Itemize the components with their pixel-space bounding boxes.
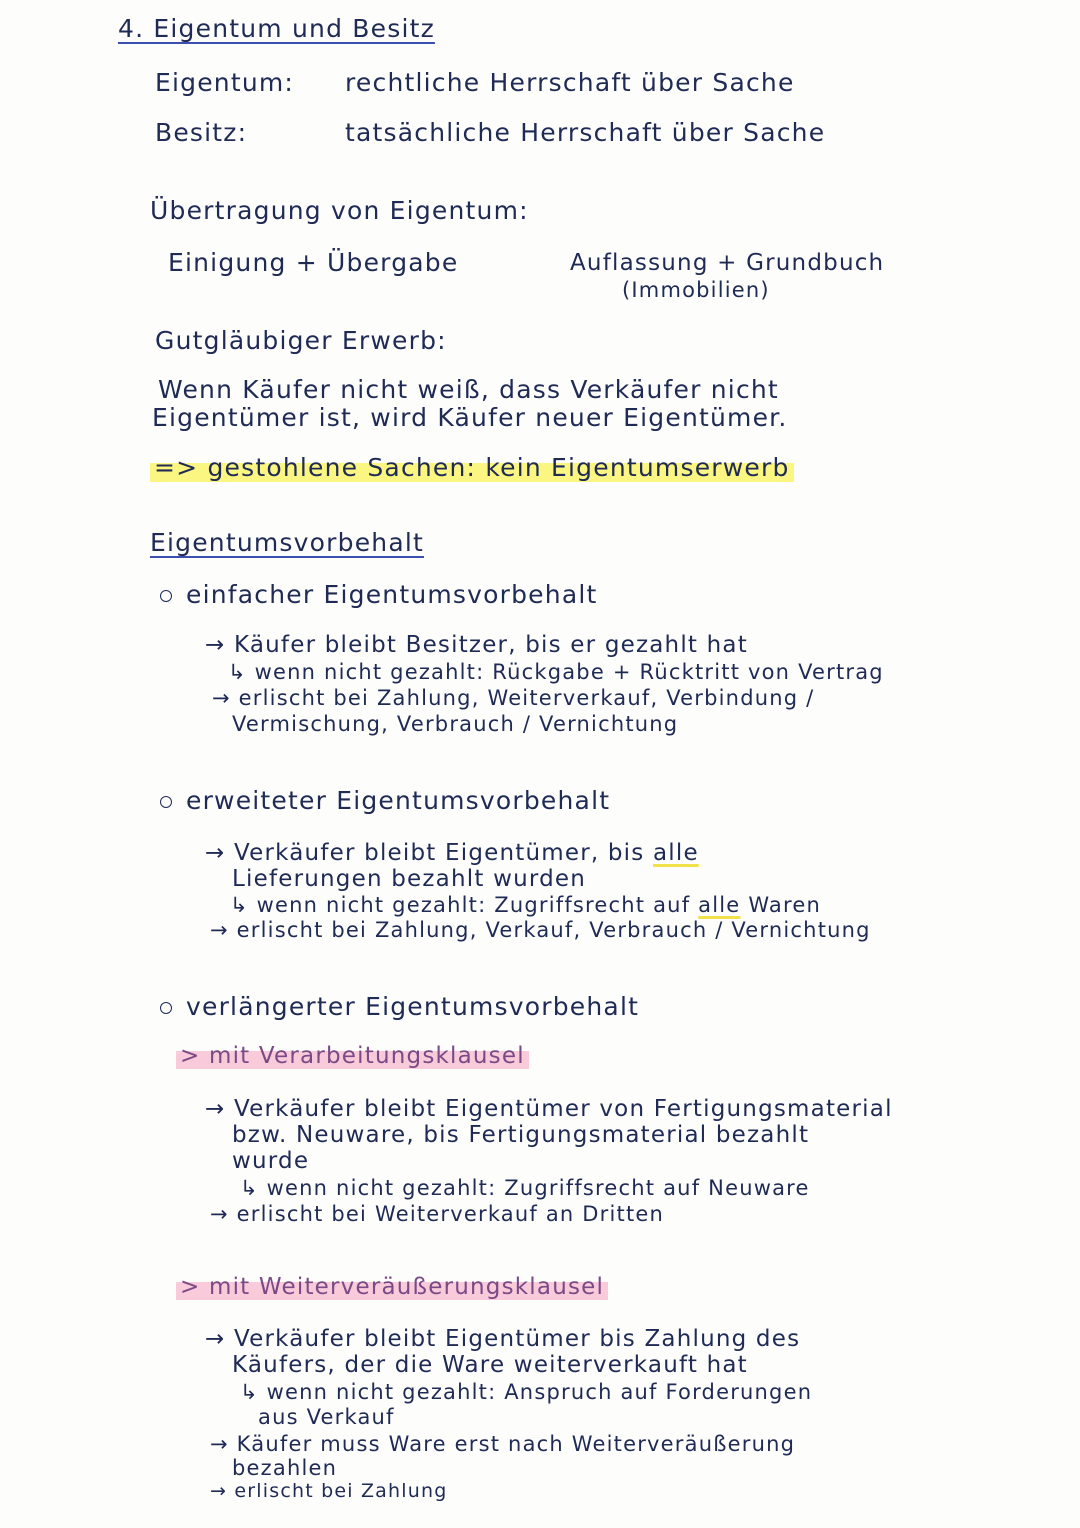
bullet-icon	[160, 1002, 172, 1014]
gutglaeubig-heading: Gutgläubiger Erwerb:	[155, 326, 447, 355]
einfach-heading: einfacher Eigentumsvorbehalt	[160, 580, 597, 609]
verlaengert-heading: verlängerter Eigentumsvorbehalt	[160, 992, 639, 1021]
weiterveraeusserung-line-2: Käufers, der die Ware weiterverkauft hat	[232, 1352, 748, 1378]
weiterveraeusserung-heading: > mit Weiterveräußerungsklausel	[176, 1274, 608, 1300]
verarbeitung-line-1: → Verkäufer bleibt Eigentümer von Fertigungsmaterial	[205, 1096, 893, 1122]
weiterveraeusserung-line-1: → Verkäufer bleibt Eigentümer bis Zahlung des	[205, 1326, 801, 1352]
erweitert-line-1: → Verkäufer bleibt Eigentümer, bis alle	[205, 840, 699, 866]
weiterveraeusserung-line-4: aus Verkauf	[258, 1405, 395, 1429]
gutglaeubig-line-1: Wenn Käufer nicht weiß, dass Verkäufer nicht	[158, 375, 779, 404]
erweitert-heading: erweiteter Eigentumsvorbehalt	[160, 786, 610, 815]
verarbeitung-line-5: → erlischt bei Weiterverkauf an Dritten	[210, 1202, 665, 1226]
uebertragung-auflassung: Auflassung + Grundbuch	[570, 250, 885, 276]
page-title: 4. Eigentum und Besitz	[118, 14, 435, 43]
einfach-line-3: → erlischt bei Zahlung, Weiterverkauf, Verbindung /	[212, 686, 815, 710]
uebertragung-heading: Übertragung von Eigentum:	[150, 196, 529, 225]
weiterveraeusserung-line-6: bezahlen	[232, 1456, 338, 1480]
weiterveraeusserung-line-7: → erlischt bei Zahlung	[210, 1480, 448, 1502]
einfach-line-2: ↳ wenn nicht gezahlt: Rückgabe + Rücktritt von Vertrag	[228, 660, 884, 684]
erweitert-line-3: ↳ wenn nicht gezahlt: Zugriffsrecht auf alle Waren	[230, 893, 822, 917]
eigentumsvorbehalt-heading: Eigentumsvorbehalt	[150, 528, 424, 557]
verarbeitung-heading: > mit Verarbeitungsklausel	[176, 1043, 529, 1069]
erweitert-line-2: Lieferungen bezahlt wurden	[232, 866, 587, 892]
bullet-icon	[160, 796, 172, 808]
weiterveraeusserung-line-5: → Käufer muss Ware erst nach Weiterveräußerung	[210, 1432, 796, 1456]
gutglaeubig-line-2: Eigentümer ist, wird Käufer neuer Eigentümer.	[152, 403, 788, 432]
verarbeitung-line-3: wurde	[232, 1148, 310, 1174]
uebertragung-immobilien-note: (Immobilien)	[622, 278, 770, 302]
weiterveraeusserung-line-3: ↳ wenn nicht gezahlt: Anspruch auf Forderungen	[240, 1380, 813, 1404]
eigentum-label: Eigentum:	[155, 68, 295, 97]
einfach-line-1: → Käufer bleibt Besitzer, bis er gezahlt hat	[205, 632, 748, 658]
besitz-label: Besitz:	[155, 118, 248, 147]
erweitert-line-4: → erlischt bei Zahlung, Verkauf, Verbrauch / Vernichtung	[210, 918, 871, 942]
bullet-icon	[160, 590, 172, 602]
eigentum-definition: rechtliche Herrschaft über Sache	[345, 68, 795, 97]
einfach-line-4: Vermischung, Verbrauch / Vernichtung	[232, 712, 679, 736]
besitz-definition: tatsächliche Herrschaft über Sache	[345, 118, 826, 147]
verarbeitung-line-4: ↳ wenn nicht gezahlt: Zugriffsrecht auf Neuware	[240, 1176, 810, 1200]
gutglaeubig-conclusion: => gestohlene Sachen: kein Eigentumserwerb	[150, 453, 794, 482]
uebertragung-einigung: Einigung + Übergabe	[168, 248, 459, 277]
verarbeitung-line-2: bzw. Neuware, bis Fertigungsmaterial bezahlt	[232, 1122, 810, 1148]
